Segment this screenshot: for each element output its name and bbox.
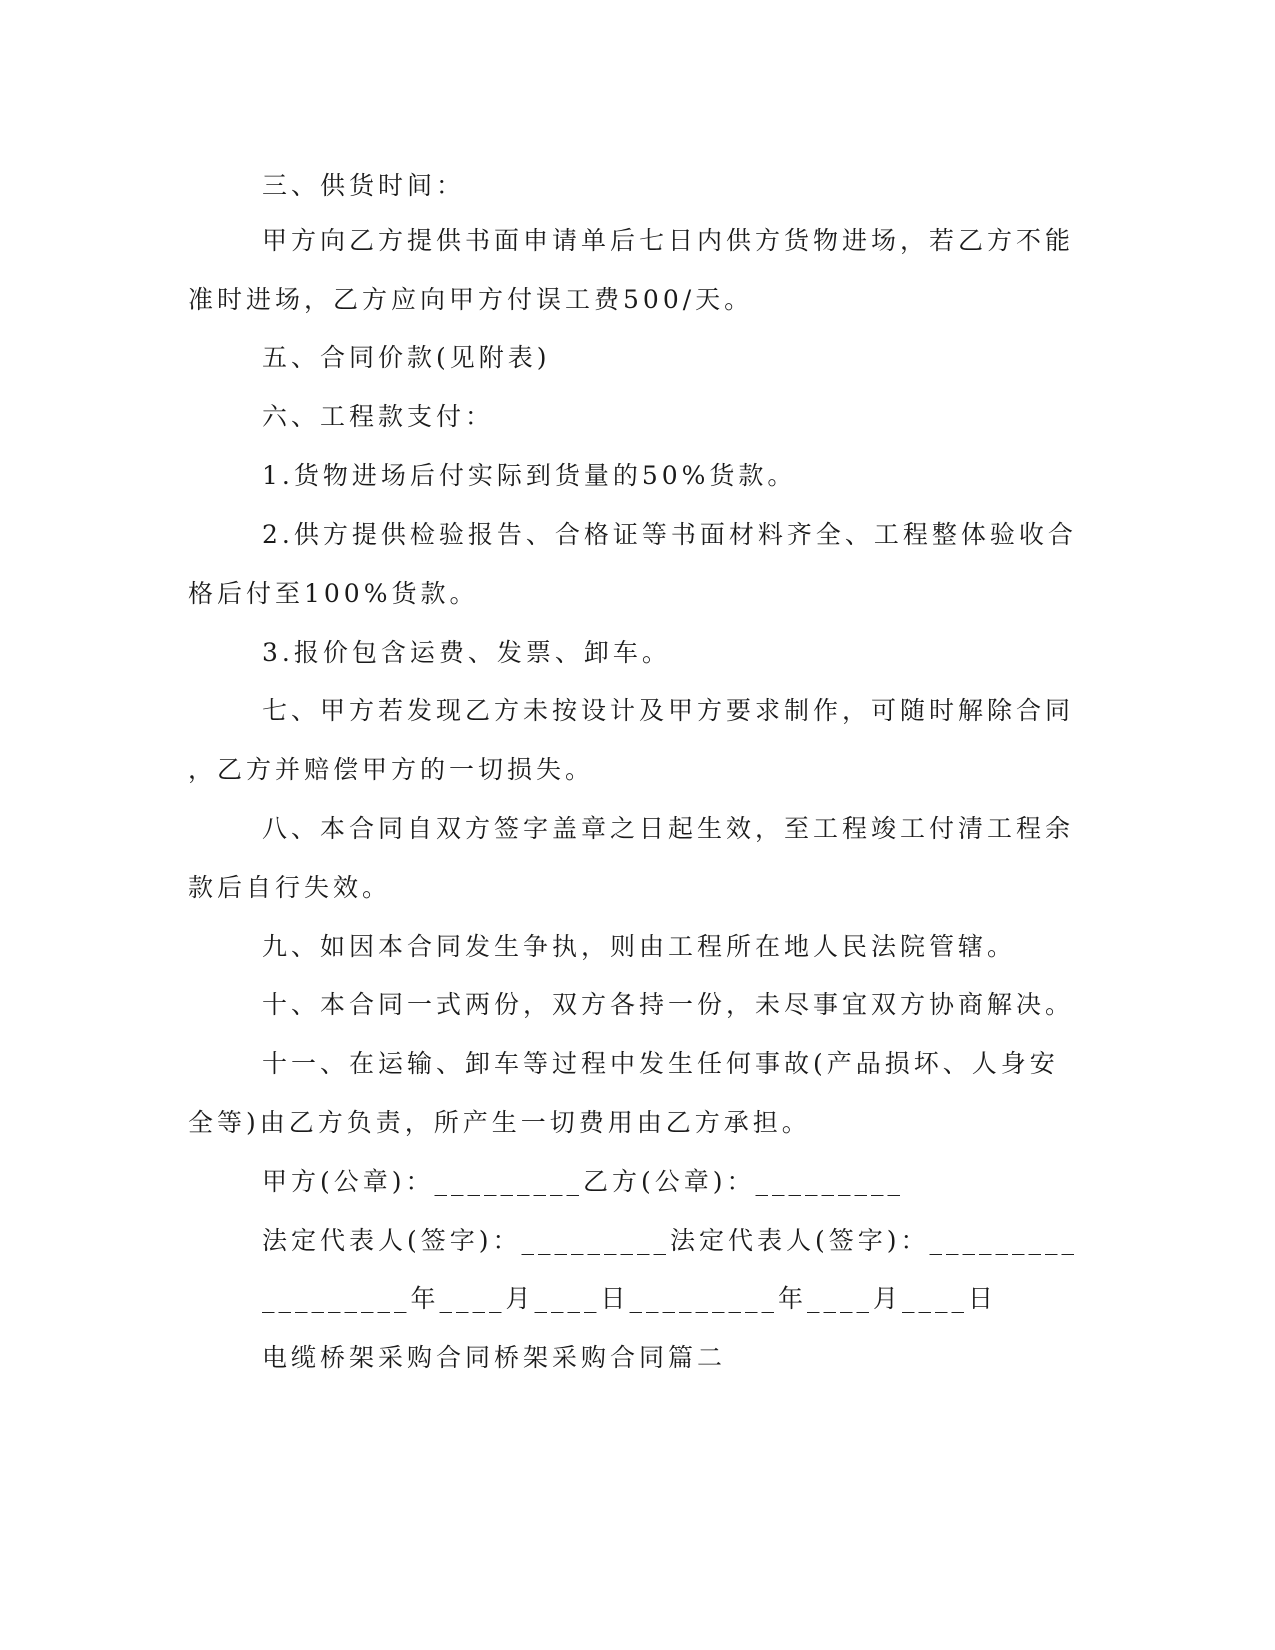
payment-item-2-line-1: 2.供方提供检验报告、合格证等书面材料齐全、工程整体验收合 bbox=[262, 520, 1077, 549]
payment-item-1: 1.货物进场后付实际到货量的50%货款。 bbox=[262, 461, 797, 490]
delivery-time-text-line-2: 准时进场，乙方应向甲方付误工费500/天。 bbox=[188, 285, 754, 314]
section-five-heading: 五、合同价款(见附表) bbox=[262, 343, 551, 372]
signature-date-line: _________年____月____日_________年____月____日 bbox=[262, 1284, 998, 1313]
section-seven-line-2: ，乙方并赔偿甲方的一切损失。 bbox=[188, 755, 595, 784]
section-six-heading: 六、工程款支付： bbox=[262, 402, 495, 431]
section-eleven-line-2: 全等)由乙方负责，所产生一切费用由乙方承担。 bbox=[188, 1108, 811, 1137]
payment-item-3: 3.报价包含运费、发票、卸车。 bbox=[262, 638, 671, 667]
legal-representative-line: 法定代表人(签字)：_________法定代表人(签字)：_________ bbox=[262, 1226, 1079, 1255]
delivery-time-text-line-1: 甲方向乙方提供书面申请单后七日内供方货物进场，若乙方不能 bbox=[262, 226, 1075, 255]
section-nine: 九、如因本合同发生争执，则由工程所在地人民法院管辖。 bbox=[262, 932, 1017, 961]
payment-item-2-line-2: 格后付至100%货款。 bbox=[188, 579, 479, 608]
section-eleven-line-1: 十一、在运输、卸车等过程中发生任何事故(产品损坏、人身安 bbox=[262, 1049, 1059, 1078]
section-eight-line-1: 八、本合同自双方签字盖章之日起生效，至工程竣工付清工程余 bbox=[262, 814, 1075, 843]
section-three-heading: 三、供货时间： bbox=[262, 171, 466, 200]
section-eight-line-2: 款后自行失效。 bbox=[188, 873, 392, 902]
section-seven-line-1: 七、甲方若发现乙方未按设计及甲方要求制作，可随时解除合同 bbox=[262, 696, 1075, 725]
section-ten: 十、本合同一式两份，双方各持一份，未尽事宜双方协商解决。 bbox=[262, 990, 1075, 1019]
next-section-title: 电缆桥架采购合同桥架采购合同篇二 bbox=[262, 1343, 727, 1372]
party-seal-line: 甲方(公章)：_________乙方(公章)：_________ bbox=[262, 1167, 905, 1196]
